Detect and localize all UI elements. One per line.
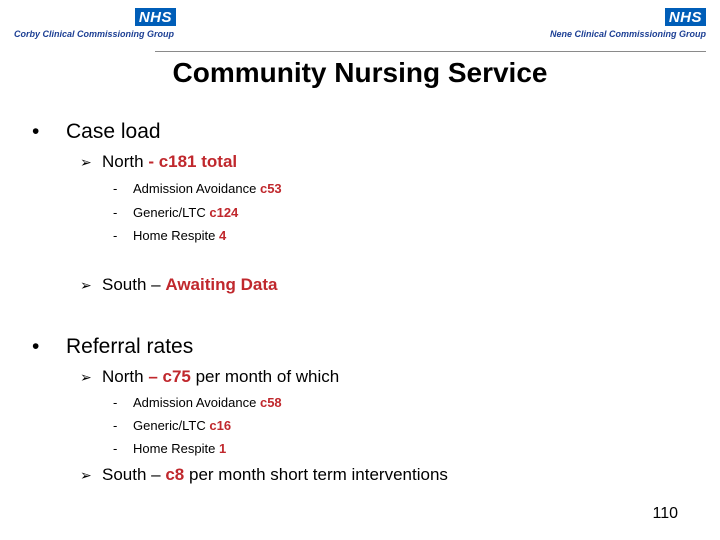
dash-bullet-icon: - <box>113 205 118 220</box>
dash-bullet-icon: - <box>113 181 118 196</box>
referrals-south-rate: c8 <box>165 465 185 484</box>
corby-ccg-name: Corby Clinical Commissioning Group <box>14 29 175 39</box>
bullet-icon: • <box>32 335 40 358</box>
referrals-north-item: - Generic/LTC c16 <box>113 418 232 433</box>
referrals-heading: • Referral rates <box>32 335 194 358</box>
dash-bullet-icon: - <box>113 395 118 410</box>
bullet-icon: • <box>32 120 40 143</box>
caseload-north-item: - Generic/LTC c124 <box>113 205 239 220</box>
referrals-north-label: North <box>102 367 144 386</box>
referrals-south-suffix: per month short term interventions <box>189 465 448 484</box>
caseload-north-total: - c181 total <box>148 152 238 171</box>
caseload-north-item: - Admission Avoidance c53 <box>113 181 282 196</box>
caseload-south <box>80 275 277 295</box>
arrow-bullet-icon: ➢ <box>80 467 92 483</box>
caseload-heading: • Case load <box>32 120 161 143</box>
referrals-north-suffix: per month of which <box>195 367 340 386</box>
caseload-north <box>80 152 237 172</box>
dash-bullet-icon: - <box>113 228 118 243</box>
header-divider <box>155 51 706 52</box>
referrals-north-item: - Home Respite 1 <box>113 441 227 456</box>
caseload-south-label: South – <box>102 275 161 294</box>
nhs-badge-right: NHS <box>665 8 706 26</box>
referrals-south-label: South – <box>102 465 161 484</box>
referrals-north <box>80 367 339 387</box>
arrow-bullet-icon: ➢ <box>80 154 92 170</box>
arrow-bullet-icon: ➢ <box>80 369 92 385</box>
slide-title: Community Nursing Service <box>172 57 548 88</box>
nhs-badge-left: NHS <box>135 8 176 26</box>
referrals-north-rate: – c75 <box>148 367 191 386</box>
nene-ccg-name: Nene Clinical Commissioning Group <box>549 29 706 39</box>
arrow-bullet-icon: ➢ <box>80 277 92 293</box>
caseload-south-status: Awaiting Data <box>165 275 278 294</box>
page-number: 110 <box>652 505 678 522</box>
caseload-north-label: North <box>102 152 144 171</box>
nene-ccg-logo <box>550 8 706 39</box>
caseload-north-item: - Home Respite 4 <box>113 228 227 243</box>
referrals-north-item: - Admission Avoidance c58 <box>113 395 282 410</box>
dash-bullet-icon: - <box>113 441 118 456</box>
corby-ccg-logo <box>14 8 174 39</box>
dash-bullet-icon: - <box>113 418 118 433</box>
referrals-south <box>80 465 448 485</box>
